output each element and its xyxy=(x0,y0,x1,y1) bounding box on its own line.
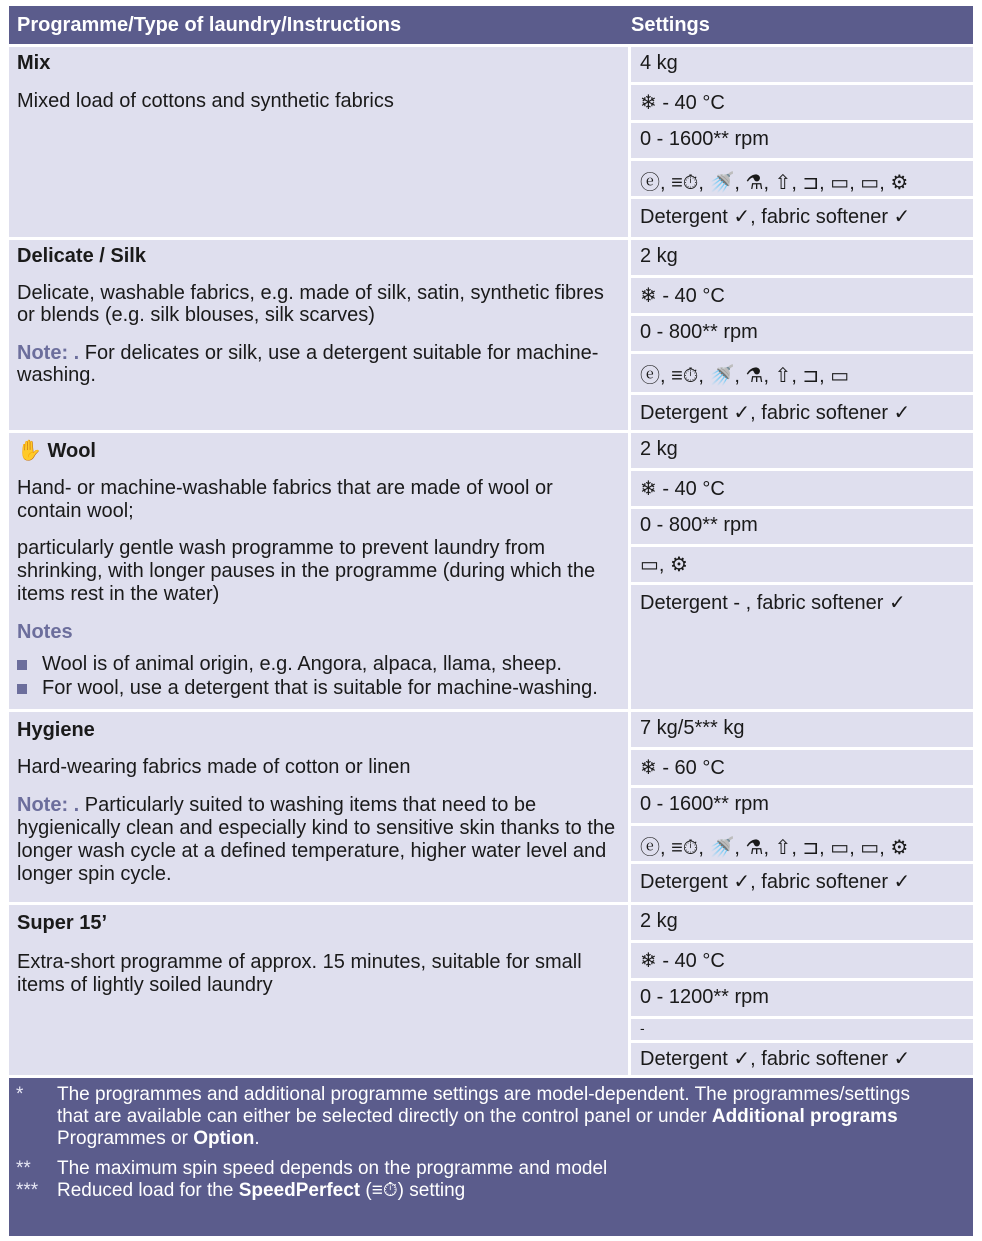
bullet-icon xyxy=(17,660,27,670)
setting-load: 2 kg xyxy=(631,240,973,275)
setting-temperature: ❄ - 40 °C xyxy=(631,471,973,506)
setting-load: 4 kg xyxy=(631,47,973,82)
footnotes xyxy=(9,1078,973,1236)
programme-super-15 xyxy=(9,905,973,1075)
programme-desc: items of lightly soiled laundry xyxy=(17,974,273,996)
setting-load: 2 kg xyxy=(631,905,973,940)
footnote-mark: ** xyxy=(16,1158,31,1179)
programme-note: Note: . Particularly suited to washing items that need to be xyxy=(17,794,537,816)
setting-options: - xyxy=(631,1019,973,1040)
programme-desc: Mixed load of cottons and synthetic fabrics xyxy=(17,90,394,112)
programme-note: hygienically clean and especially kind to sensitive skin thanks to the xyxy=(17,817,616,839)
notes-label: Notes xyxy=(17,621,73,643)
programme-table xyxy=(9,6,973,1236)
setting-spin: 0 - 800** rpm xyxy=(631,509,973,544)
programme-desc: Delicate, washable fabrics, e.g. made of silk, satin, synthetic fibres xyxy=(17,282,604,304)
setting-detergent: Detergent ✓, fabric softener ✓ xyxy=(631,864,973,902)
setting-detergent: Detergent - , fabric softener ✓ xyxy=(631,585,973,709)
bullet-icon xyxy=(17,684,27,694)
programme-desc: Extra-short programme of approx. 15 minutes, suitable for small xyxy=(17,951,582,973)
programme-settings xyxy=(631,47,973,237)
setting-detergent: Detergent ✓, fabric softener ✓ xyxy=(631,395,973,430)
hand-wash-icon: ✋ xyxy=(17,440,42,462)
footnote-mark: *** xyxy=(16,1180,39,1201)
setting-temperature: ❄ - 40 °C xyxy=(631,85,973,120)
programme-desc: or blends (e.g. silk blouses, silk scarves) xyxy=(17,304,375,326)
programme-note: longer spin cycle. xyxy=(17,863,172,885)
note-bullet: For wool, use a detergent that is suitable for machine-washing. xyxy=(17,677,598,700)
programme-settings xyxy=(631,712,973,902)
setting-options: ⓔ, ≡⏱, 🚿, ⚗, ⇧, ⊐, ▭, ▭, ⚙ xyxy=(631,826,973,861)
programme-desc: Hard-wearing fabrics made of cotton or linen xyxy=(17,756,411,778)
setting-detergent: Detergent ✓, fabric softener ✓ xyxy=(631,1043,973,1075)
programme-title: Hygiene xyxy=(17,719,95,741)
programme-desc: particularly gentle wash programme to prevent laundry from xyxy=(17,537,546,559)
programme-settings xyxy=(631,433,973,709)
programme-desc: contain wool; xyxy=(17,500,134,522)
programme-title: Super 15’ xyxy=(17,912,108,934)
header-settings: Settings xyxy=(631,14,710,36)
programme-title: Delicate / Silk xyxy=(17,245,146,267)
programme-note: Note: . For delicates or silk, use a detergent suitable for machine- xyxy=(17,342,599,364)
footnote-text: The programmes and additional programme settings are model-dependent. The programmes/settings xyxy=(57,1084,910,1105)
footnote-text: Programmes or Option. xyxy=(57,1128,260,1149)
setting-spin: 0 - 1600** rpm xyxy=(631,788,973,823)
setting-detergent: Detergent ✓, fabric softener ✓ xyxy=(631,199,973,237)
programme-description xyxy=(9,47,628,237)
programme-settings xyxy=(631,905,973,1075)
setting-options: ▭, ⚙ xyxy=(631,547,973,582)
setting-spin: 0 - 1200** rpm xyxy=(631,981,973,1016)
programme-desc: Hand- or machine-washable fabrics that are made of wool or xyxy=(17,477,553,499)
setting-options: ⓔ, ≡⏱, 🚿, ⚗, ⇧, ⊐, ▭ xyxy=(631,354,973,392)
programme-description xyxy=(9,712,628,902)
footnote-text: that are available can either be selected directly on the control panel or under Additional programs xyxy=(57,1106,898,1127)
programme-title: ✋ Wool xyxy=(17,440,96,462)
programme-delicate-silk xyxy=(9,240,973,430)
programme-desc: items rest in the water) xyxy=(17,583,220,605)
setting-load: 7 kg/5*** kg xyxy=(631,712,973,747)
programme-note: washing. xyxy=(17,364,96,386)
setting-spin: 0 - 1600** rpm xyxy=(631,123,973,158)
programme-note: longer wash cycle at a defined temperature, higher water level and xyxy=(17,840,607,862)
setting-spin: 0 - 800** rpm xyxy=(631,316,973,351)
header-programme: Programme/Type of laundry/Instructions xyxy=(17,14,402,36)
setting-temperature: ❄ - 40 °C xyxy=(631,943,973,978)
programme-description xyxy=(9,433,628,709)
programme-settings xyxy=(631,240,973,430)
footnote-text: Reduced load for the SpeedPerfect (≡⏱) setting xyxy=(57,1180,466,1201)
footnote-text: The maximum spin speed depends on the programme and model xyxy=(57,1158,608,1179)
programme-description xyxy=(9,905,628,1075)
note-bullet: Wool is of animal origin, e.g. Angora, alpaca, llama, sheep. xyxy=(17,653,562,676)
table-header xyxy=(9,6,973,44)
setting-options: ⓔ, ≡⏱, 🚿, ⚗, ⇧, ⊐, ▭, ▭, ⚙ xyxy=(631,161,973,196)
programme-mix xyxy=(9,47,973,237)
programme-hygiene xyxy=(9,712,973,902)
programme-description xyxy=(9,240,628,430)
programme-desc: shrinking, with longer pauses in the programme (during which the xyxy=(17,560,596,582)
setting-temperature: ❄ - 60 °C xyxy=(631,750,973,785)
programme-title: Mix xyxy=(17,52,51,74)
programme-wool xyxy=(9,433,973,709)
setting-temperature: ❄ - 40 °C xyxy=(631,278,973,313)
setting-load: 2 kg xyxy=(631,433,973,468)
footnote-mark: * xyxy=(16,1084,24,1105)
